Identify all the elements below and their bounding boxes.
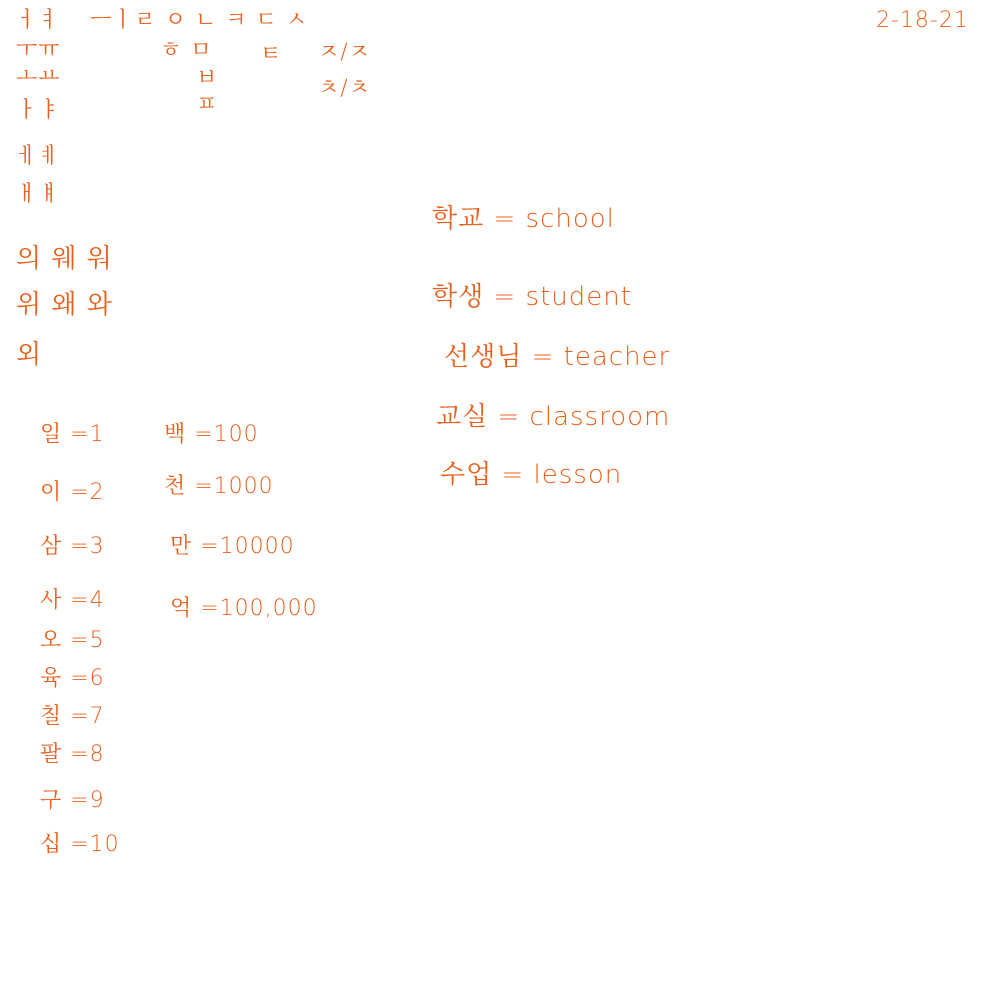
vocab-entry: 선생님 = teacher [444, 342, 671, 372]
vowel-row: ㅐㅒ [16, 182, 61, 207]
vowel-row: ㅜㅠ [16, 38, 61, 63]
large-number-entry: 백 =100 [164, 422, 259, 447]
large-number-entry: 천 =1000 [164, 474, 274, 499]
consonant-row: ㅈ/ㅈ [318, 40, 371, 65]
vocab-entry: 교실 = classroom [436, 402, 671, 432]
diphthong-row: 외 [16, 340, 43, 370]
number-entry: 삼 =3 [40, 534, 105, 559]
number-entry: 팔 =8 [40, 742, 105, 767]
number-entry: 일 =1 [40, 422, 105, 447]
number-entry: 이 =2 [40, 480, 105, 505]
vocab-entry: 수업 = lesson [440, 460, 623, 490]
vowel-row: ㅔㅖ [16, 144, 61, 169]
consonant-row: ㅍ [196, 92, 219, 117]
vowel-row: ㅓㅕ [16, 8, 61, 33]
date-label: 2-18-21 [876, 8, 969, 33]
vowel-row: ㅏㅑ [16, 98, 61, 123]
consonant-row: ㅡㅣㄹ ㅇ ㄴ ㅋ ㄷ ㅅ [90, 8, 308, 33]
number-entry: 육 =6 [40, 666, 105, 691]
vowel-row: ㅗㅛ [16, 64, 61, 89]
consonant-row: ㅂ [196, 66, 219, 91]
consonant-row: ㅌ [260, 42, 283, 67]
vocab-entry: 학생 = student [432, 282, 632, 312]
number-entry: 칠 =7 [40, 704, 105, 729]
consonant-row: ㅎ ㅁ [160, 38, 213, 63]
diphthong-row: 위 왜 와 [16, 290, 113, 320]
number-entry: 사 =4 [40, 588, 105, 613]
number-entry: 십 =10 [40, 832, 120, 857]
number-entry: 구 =9 [40, 788, 105, 813]
consonant-row: ㅊ/ㅊ [318, 76, 371, 101]
vocab-entry: 학교 = school [432, 204, 615, 234]
number-entry: 오 =5 [40, 628, 105, 653]
large-number-entry: 억 =100,000 [170, 596, 318, 621]
diphthong-row: 의 웨 워 [16, 244, 113, 274]
large-number-entry: 만 =10000 [170, 534, 295, 559]
